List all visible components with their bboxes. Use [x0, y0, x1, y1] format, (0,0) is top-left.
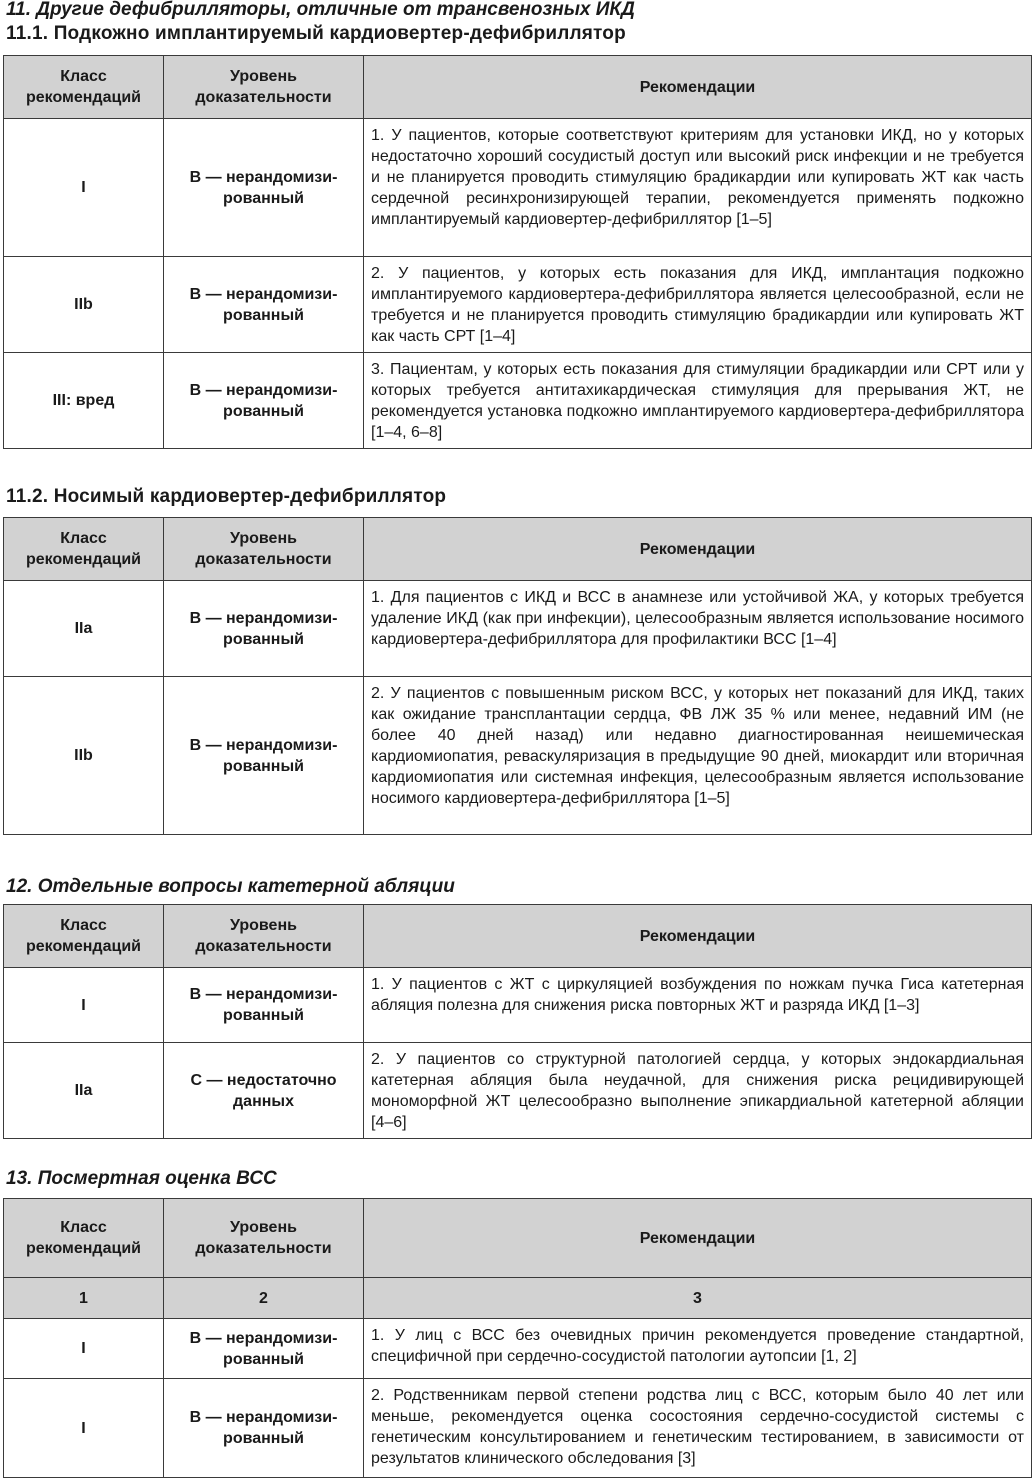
level-cell: В — нерандомизи- рованный — [164, 677, 364, 835]
table-header-row — [4, 518, 1032, 581]
recommendation-cell: 1. У лиц с ВСС без очевидных причин рекомендуется проведение стандартной, специфичной при сердечно-сосудистой патологии аутопсии [1, 2] — [364, 1319, 1032, 1379]
level-cell: В — нерандомизи- рованный — [164, 1319, 364, 1379]
table-row — [4, 1043, 1032, 1139]
header-level: Уровень доказательности — [164, 518, 364, 581]
class-cell: IIb — [4, 677, 164, 835]
header-class: Класс рекомендаций — [4, 56, 164, 119]
column-number: 1 — [4, 1278, 164, 1319]
header-level: Уровень доказательности — [164, 56, 364, 119]
table-11-2 — [3, 517, 1032, 835]
header-class: Класс рекомендаций — [4, 905, 164, 968]
class-cell: IIa — [4, 1043, 164, 1139]
class-cell: IIa — [4, 581, 164, 677]
class-cell: IIb — [4, 257, 164, 353]
header-class: Класс рекомендаций — [4, 1199, 164, 1278]
recommendation-cell: 1. У пациентов с ЖТ с циркуляцией возбуждения по ножкам пучка Гиса катетерная абляция полезна для снижения риска повторных ЖТ и разряда ИКД [1–3] — [364, 968, 1032, 1043]
table-11-1 — [3, 55, 1032, 449]
recommendation-cell: 2. У пациентов с повышенным риском ВСС, у которых нет показаний для ИКД, таких как ожидание трансплантации сердца, ФВ ЛЖ 35 % или менее, недавний ИМ (не более 40 дней назад) или недавно диагностированная неишемическая кардиомиопатия, реваскуляризация в предыдущие 90 дней, миокардит или вторичная кардиомиопатия или системная инфекция, целесообразным является использование носимого кардиовертера-дефибриллятора [1–5] — [364, 677, 1032, 835]
section-11-1-title: 11.1. Подкожно имплантируемый кардиовертер-дефибриллятор — [6, 23, 626, 44]
level-cell: С — недостаточно данных — [164, 1043, 364, 1139]
level-cell: В — нерандомизи- рованный — [164, 581, 364, 677]
recommendation-cell: 1. Для пациентов с ИКД и ВСС в анамнезе или устойчивой ЖА, у которых требуется удаление ИКД (как при инфекции), целесообразным является использование носимого кардиовертера-дефибриллятора для профилактики ВСС [1–4] — [364, 581, 1032, 677]
section-13-title: 13. Посмертная оценка ВСС — [6, 1168, 277, 1189]
header-level: Уровень доказательности — [164, 905, 364, 968]
column-number: 3 — [364, 1278, 1032, 1319]
level-cell: В — нерандомизи- рованный — [164, 257, 364, 353]
recommendation-cell: 2. У пациентов со структурной патологией сердца, у которых эндокардиальная катетерная абляция была неудачной, для снижения риска рецидивирующей мономорфной ЖТ целесообразно выполнение эпикардиальной катетерной абляции [4–6] — [364, 1043, 1032, 1139]
header-class: Класс рекомендаций — [4, 518, 164, 581]
recommendation-cell: 2. Родственникам первой степени родства лиц с ВСС, которым было 40 лет или меньше, рекомендуется оценка сосостояния сердечно-сосудистой системы с генетическим консультированием и генетическим тестированием, в зависимости от результатов клинического обследования [3] — [364, 1379, 1032, 1478]
table-row — [4, 1319, 1032, 1379]
recommendation-cell: 3. Пациентам, у которых есть показания для стимуляции брадикардии или СРТ или у которых требуется антитахикардическая стимуляция для прерывания ЖТ, не рекомендуется установка подкожно имплантируемого кардиовертера-дефибриллятора [1–4, 6–8] — [364, 353, 1032, 449]
table-12 — [3, 904, 1032, 1139]
header-recommendations: Рекомендации — [364, 518, 1032, 581]
level-cell: В — нерандомизи- рованный — [164, 968, 364, 1043]
table-row — [4, 968, 1032, 1043]
header-recommendations: Рекомендации — [364, 1199, 1032, 1278]
recommendation-cell: 1. У пациентов, которые соответствуют критериям для установки ИКД, но у которых недостаточно хороший сосудистый доступ или высокий риск инфекции и не требуется и не планируется проводить стимуляцию брадикардии или купировать ЖТ как часть сердечной ресинхронизирующей терапии, рекомендуется применять подкожно имплантируемый кардиовертер-дефибриллятор [1–5] — [364, 119, 1032, 257]
table-row — [4, 353, 1032, 449]
section-11-2-title: 11.2. Носимый кардиовертер-дефибриллятор — [6, 486, 447, 507]
header-level: Уровень доказательности — [164, 1199, 364, 1278]
class-cell: I — [4, 968, 164, 1043]
table-13 — [3, 1198, 1032, 1478]
level-cell: В — нерандомизи- рованный — [164, 353, 364, 449]
class-cell: I — [4, 1379, 164, 1478]
table-row — [4, 677, 1032, 835]
class-cell: I — [4, 1319, 164, 1379]
table-row — [4, 1379, 1032, 1478]
class-cell: I — [4, 119, 164, 257]
level-cell: В — нерандомизи- рованный — [164, 119, 364, 257]
level-cell: В — нерандомизи- рованный — [164, 1379, 364, 1478]
table-row — [4, 581, 1032, 677]
header-recommendations: Рекомендации — [364, 905, 1032, 968]
table-row — [4, 119, 1032, 257]
section-11-title: 11. Другие дефибрилляторы, отличные от трансвенозных ИКД — [6, 0, 635, 20]
section-12-title: 12. Отдельные вопросы катетерной абляции — [6, 876, 455, 897]
recommendation-cell: 2. У пациентов, у которых есть показания для ИКД, имплантация подкожно имплантируемого кардиовертера-дефибриллятора является целесообразной, если не требуется и не планируется проводить стимуляцию брадикардии или купировать ЖТ как часть СРТ [1–4] — [364, 257, 1032, 353]
header-recommendations: Рекомендации — [364, 56, 1032, 119]
table-row — [4, 257, 1032, 353]
table-header-row — [4, 905, 1032, 968]
table-header-row — [4, 1199, 1032, 1278]
column-number: 2 — [164, 1278, 364, 1319]
column-number-row — [4, 1278, 1032, 1319]
table-header-row — [4, 56, 1032, 119]
class-cell: III: вред — [4, 353, 164, 449]
